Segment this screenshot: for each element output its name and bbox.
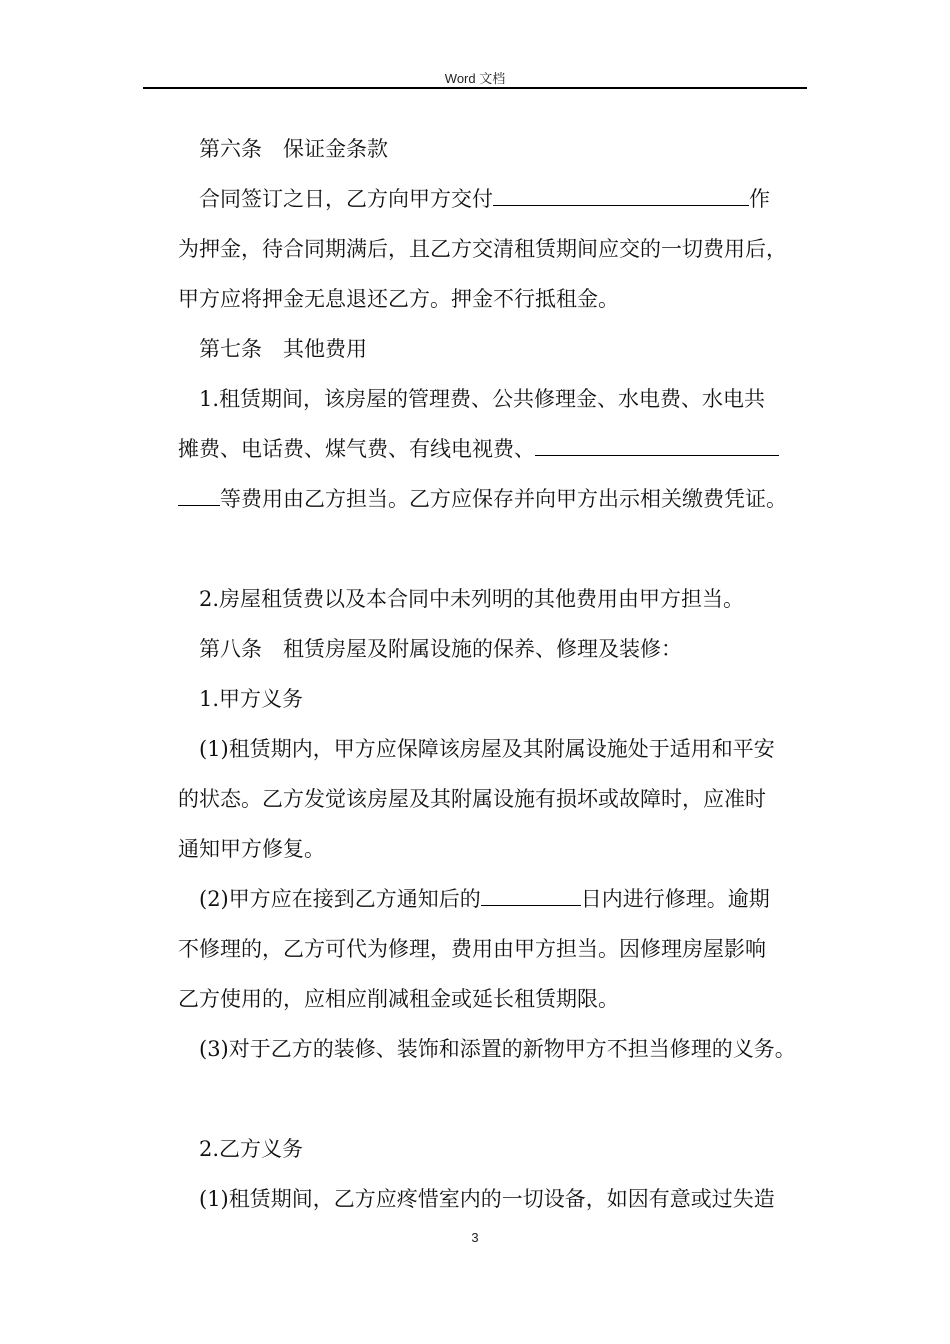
article-8-2-1-line-1: (1)租赁期间，乙方应疼惜室内的一切设备，如因有意或过失造 [199,1187,775,1211]
article-6-heading: 第六条 保证金条款 [199,137,388,161]
article-8-1-2-line-3: 乙方使用的，应相应削减租金或延长租赁期限。 [178,987,619,1011]
article-7-item-1-text-end: 等费用由乙方担当。乙方应保存并向甲方出示相关缴费凭证。 [220,487,787,511]
article-8-1-1-line-2: 的状态。乙方发觉该房屋及其附属设施有损坏或故障时，应准时 [178,787,766,811]
article-8-1-1-line-3: 通知甲方修复。 [178,837,325,861]
header-divider [143,87,807,89]
article-7-item-1-line-3 [178,484,818,514]
deposit-blank [493,185,749,206]
article-6-text-part-1: 合同签订之日，乙方向甲方交付 [199,187,493,211]
article-7-item-1-line-2 [178,434,818,464]
article-7-heading: 第七条 其他费用 [199,337,367,361]
article-8-heading: 第八条 租赁房屋及附属设施的保养、修理及装修： [199,637,682,661]
article-8-1-2-line-1 [199,884,839,914]
article-8-1-2-line-2: 不修理的，乙方可代为修理，费用由甲方担当。因修理房屋影响 [178,937,766,961]
article-6-paragraph-line-2: 为押金，待合同期满后，且乙方交清租赁期间应交的一切费用后， [178,237,787,261]
article-7-item-1-line-1: 1.租赁期间，该房屋的管理费、公共修理金、水电费、水电共 [199,387,766,411]
article-7-item-2: 2.房屋租赁费以及本合同中未列明的其他费用由甲方担当。 [199,587,745,611]
article-8-1-3: (3)对于乙方的装修、装饰和添置的新物甲方不担当修理的义务。 [199,1037,796,1061]
article-8-section-2-title: 2.乙方义务 [199,1137,304,1161]
article-7-item-1-text: 摊费、电话费、煤气费、有线电视费、 [178,437,535,461]
article-6-text-part-2: 作 [749,187,770,211]
article-8-1-1-line-1: (1)租赁期内，甲方应保障该房屋及其附属设施处于适用和平安 [199,737,775,761]
other-fees-blank-1 [535,435,779,456]
page-header-title: Word 文档 [444,71,506,86]
other-fees-blank-2 [178,485,220,506]
page-number: 3 [471,1230,479,1245]
article-8-1-2-text-part-1: (2)甲方应在接到乙方通知后的 [199,887,481,911]
article-8-1-2-text-part-2: 日内进行修理。逾期 [580,887,770,911]
repair-days-blank [481,885,581,906]
article-8-section-1-title: 1.甲方义务 [199,687,304,711]
article-6-paragraph-line-3: 甲方应将押金无息退还乙方。押金不行抵租金。 [178,287,619,311]
article-6-paragraph-line-1 [199,184,839,214]
